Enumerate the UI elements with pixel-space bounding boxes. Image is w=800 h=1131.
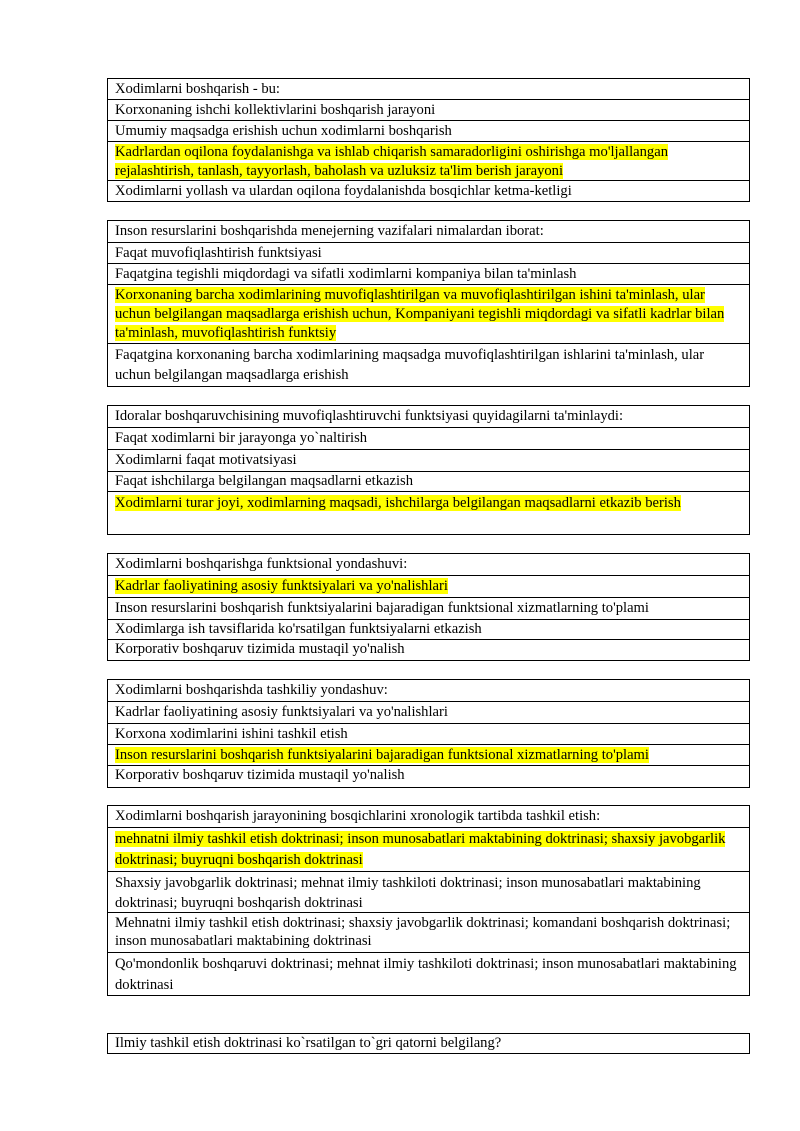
answer-option: Kadrlar faoliyatining asosiy funktsiyalari va yo'nalishlari [107,702,750,724]
answer-option: Faqat ishchilarga belgilangan maqsadlarni etkazish [107,472,750,492]
question-text: Ilmiy tashkil etish doktrinasi ko`rsatilgan to`gri qatorni belgilang? [107,1034,750,1054]
question-text: Idoralar boshqaruvchisining muvofiqlashtiruvchi funktsiyasi quyidagilarni ta'minlaydi: [107,406,750,428]
answer-option: Inson resurslarini boshqarish funktsiyalarini bajaradigan funktsional xizmatlarning to'plami [107,598,750,620]
question-text: Xodimlarni boshqarish - bu: [107,79,750,100]
question-table [107,78,750,202]
question-table [107,220,750,387]
question-table [107,553,750,661]
answer-option: Faqat muvofiqlashtirish funktsiyasi [107,243,750,264]
answer-option: Mehnatni ilmiy tashkil etish doktrinasi; shaxsiy javobgarlik doktrinasi; komandani boshqarish doktrinasi; inson munosabatlari maktabining doktrinasi [107,913,750,953]
answer-option: Faqatgina korxonaning barcha xodimlarining maqsadga muvofiqlashtirilgan ishlarini ta'minlash, ular uchun belgilangan maqsadlarga erishish [107,344,750,387]
answer-option: Xodimlarni yollash va ulardan oqilona foydalanishda bosqichlar ketma-ketligi [107,181,750,202]
question-text: Xodimlarni boshqarishda tashkiliy yondashuv: [107,680,750,702]
question-table [107,805,750,996]
answer-option-highlighted: Inson resurslarini boshqarish funktsiyalarini bajaradigan funktsional xizmatlarning to'plami [107,745,750,766]
answer-option-highlighted: mehnatni ilmiy tashkil etish doktrinasi; inson munosabatlari maktabining doktrinasi; shaxsiy javobgarlik doktrinasi; buyruqni boshqarish doktrinasi [107,828,750,872]
answer-option-highlighted: Kadrlar faoliyatining asosiy funktsiyalari va yo'nalishlari [107,576,750,598]
answer-option: Faqatgina tegishli miqdordagi va sifatli xodimlarni kompaniya bilan ta'minlash [107,264,750,285]
answer-option: Korporativ boshqaruv tizimida mustaqil yo'nalish [107,766,750,788]
question-table [107,679,750,788]
question-table [107,405,750,535]
answer-option: Korxonaning ishchi kollektivlarini boshqarish jarayoni [107,100,750,121]
answer-option: Umumiy maqsadga erishish uchun xodimlarni boshqarish [107,121,750,142]
answer-option-highlighted: Xodimlarni turar joyi, xodimlarning maqsadi, ishchilarga belgilangan maqsadlarni etkazib berish [107,492,750,535]
answer-option: Korporativ boshqaruv tizimida mustaqil yo'nalish [107,640,750,661]
answer-option-highlighted: Kadrlardan oqilona foydalanishga va ishlab chiqarish samaradorligini oshirishga mo'ljallangan rejalashtirish, tanlash, tayyorlash, baholash va uzluksiz ta'lim berish jarayoni [107,142,750,181]
answer-option: Shaxsiy javobgarlik doktrinasi; mehnat ilmiy tashkiloti doktrinasi; inson munosabatlari maktabining doktrinasi; buyruqni boshqarish doktrinasi [107,872,750,913]
question-text: Xodimlarni boshqarish jarayonining bosqichlarini xronologik tartibda tashkil etish: [107,806,750,828]
answer-option-highlighted: Korxonaning barcha xodimlarining muvofiqlashtirilgan va muvofiqlashtirilgan ishini ta'minlash, ular uchun belgilangan maqsadlarga erishish uchun, Kompaniyani tegishli miqdordagi va sifatli kadrlar bilan ta'minlash, muvofiqlashtirish funktsiy [107,285,750,344]
answer-option: Xodimlarga ish tavsiflarida ko'rsatilgan funktsiyalarni etkazish [107,620,750,640]
question-text: Inson resurslarini boshqarishda menejerning vazifalari nimalardan iborat: [107,221,750,243]
answer-option: Qo'mondonlik boshqaruvi doktrinasi; mehnat ilmiy tashkiloti doktrinasi; inson munosabatlari maktabining doktrinasi [107,953,750,996]
question-text: Xodimlarni boshqarishga funktsional yondashuvi: [107,554,750,576]
answer-option: Faqat xodimlarni bir jarayonga yo`naltirish [107,428,750,450]
question-table [107,1033,750,1054]
answer-option: Xodimlarni faqat motivatsiyasi [107,450,750,472]
answer-option: Korxona xodimlarini ishini tashkil etish [107,724,750,745]
